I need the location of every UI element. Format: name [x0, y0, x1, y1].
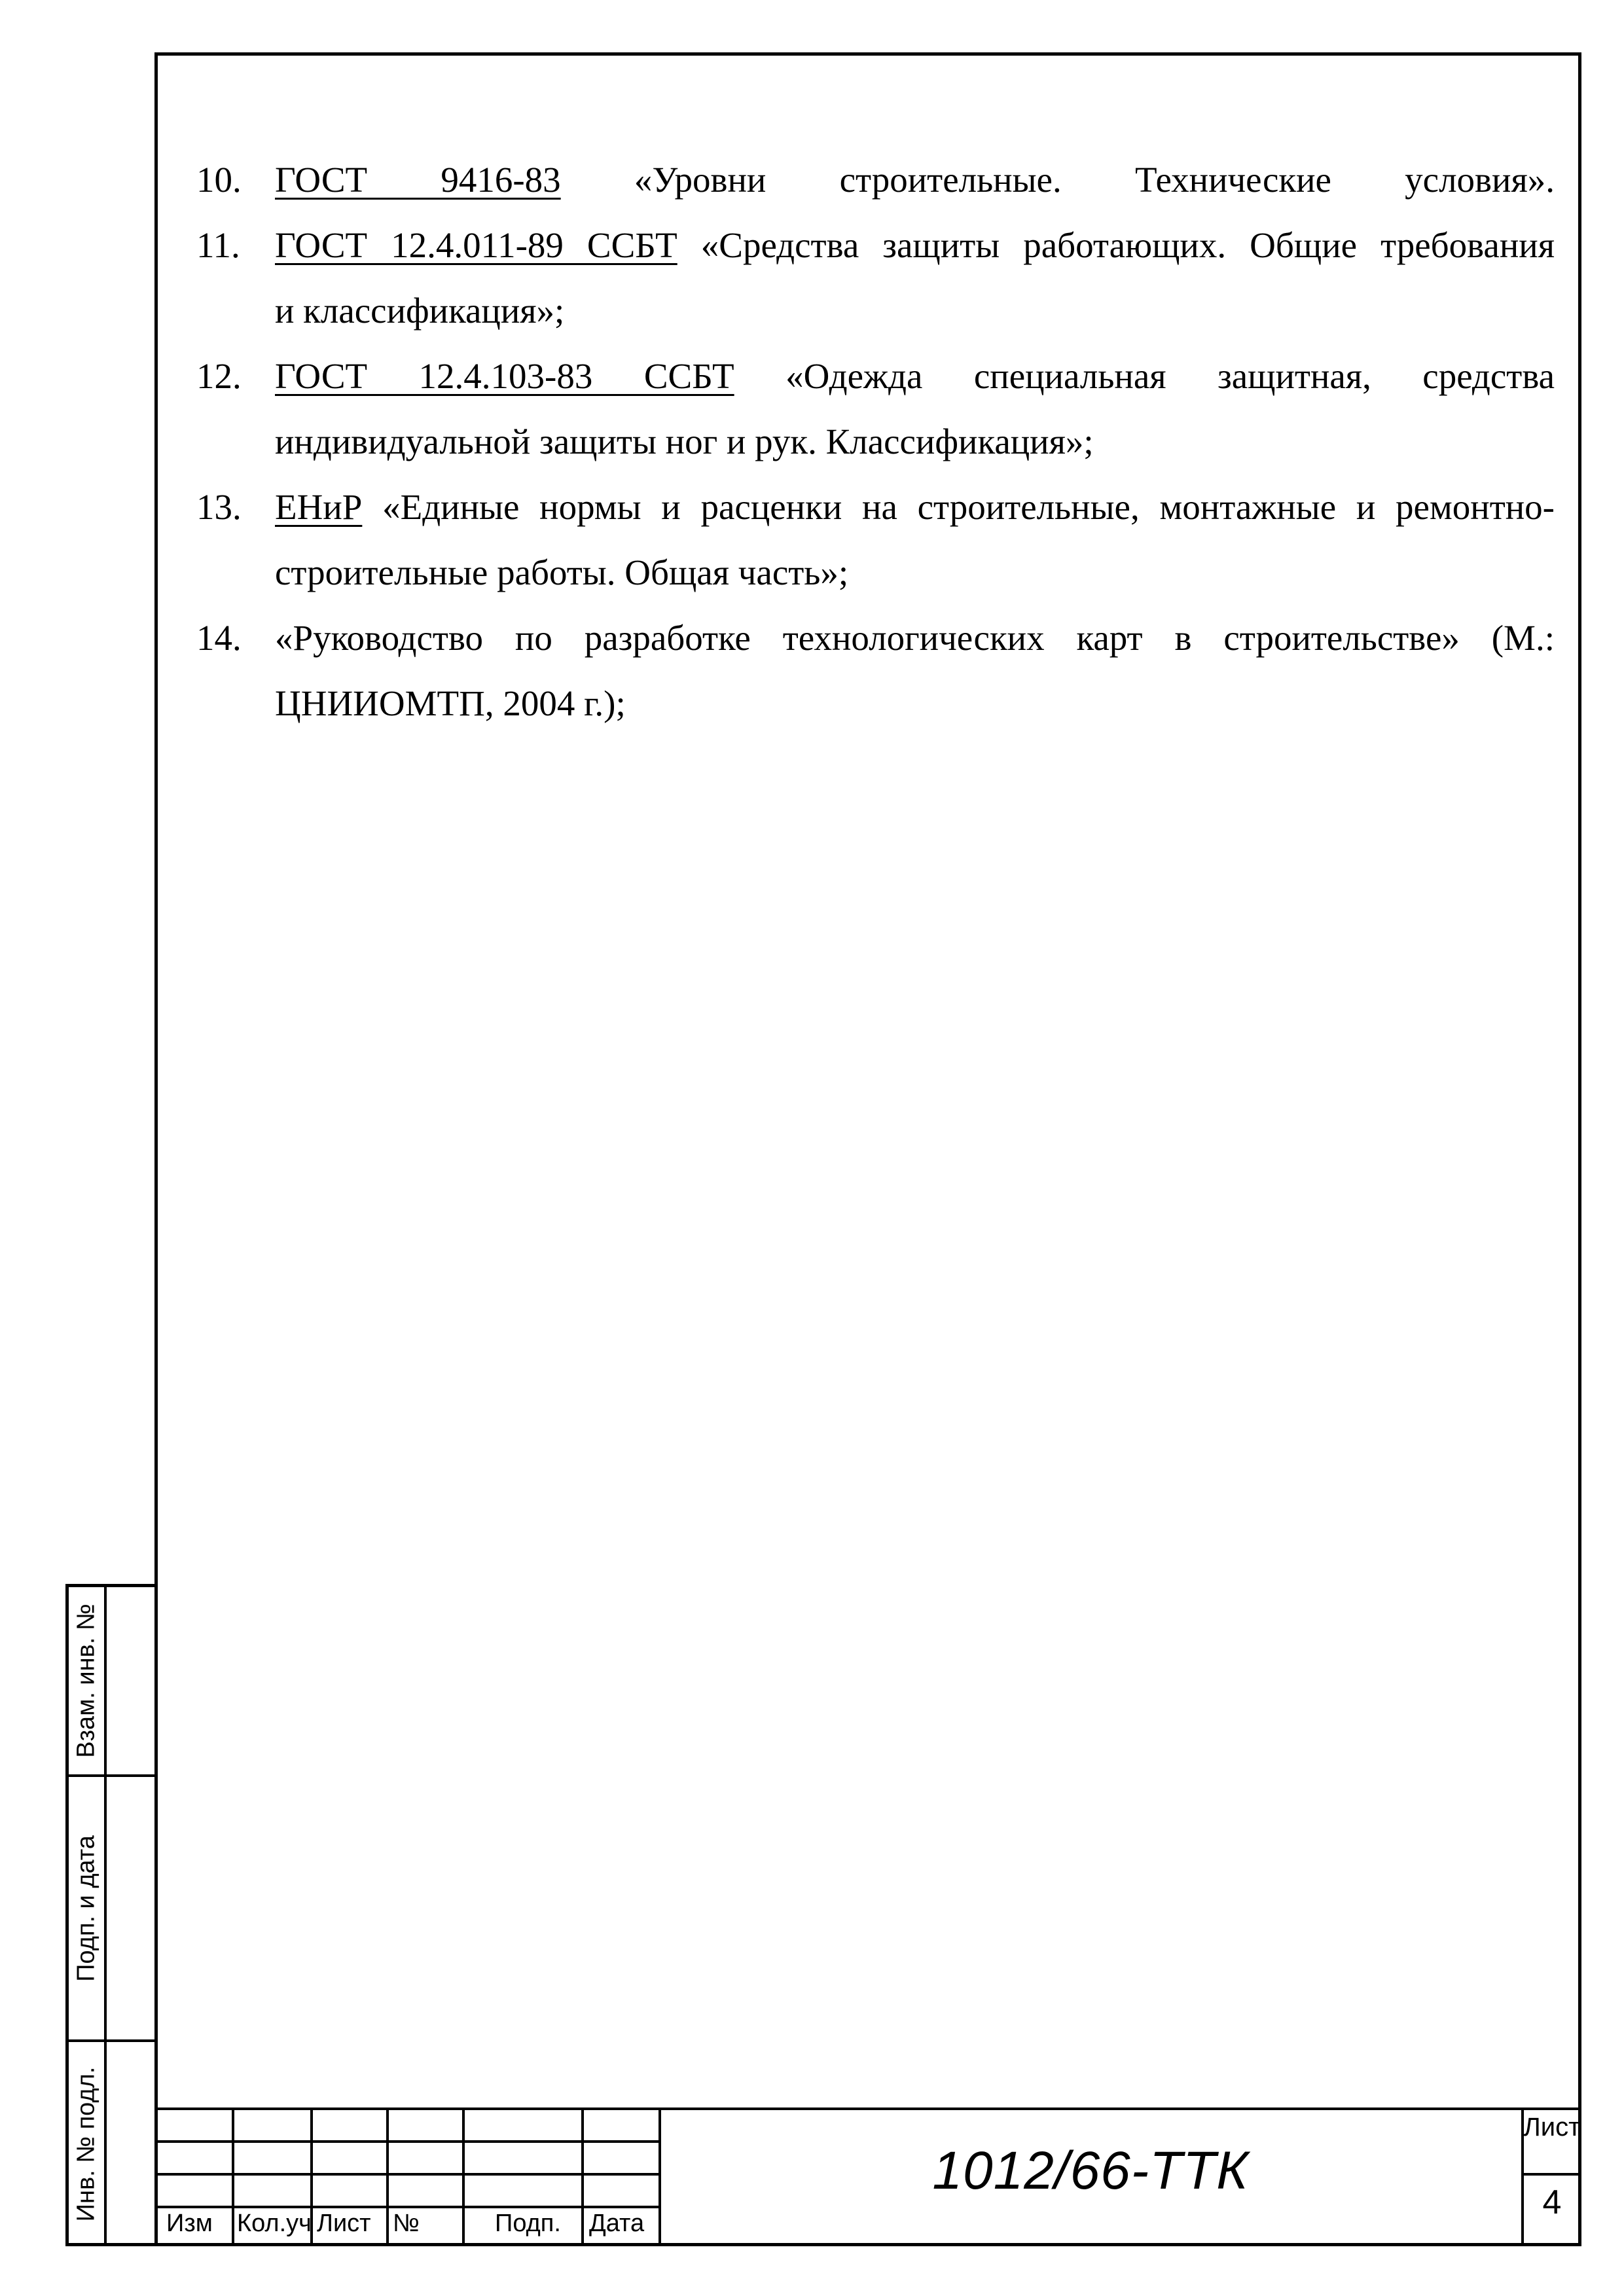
title-block-col-kolvo: Кол.уч [237, 2210, 312, 2237]
side-label-podp: Подп. и дата [72, 1835, 100, 1982]
item-number: 11. [196, 225, 240, 265]
item-text: «Средства защиты работающих. Общие требования [677, 225, 1555, 265]
list-item [196, 605, 1555, 736]
title-block-col-number: № [393, 2210, 420, 2237]
side-label-vzam: Взам. инв. № [72, 1604, 100, 1758]
title-block-col-podp: Подп. [495, 2210, 561, 2237]
item-continuation: ЦНИИОМТП, 2004 г.); [275, 683, 626, 723]
list-item [196, 344, 1555, 475]
title-block-col-list: Лист [317, 2210, 371, 2237]
item-text: «Уровни строительные. Технические условия». [560, 160, 1555, 200]
side-cell-inv [69, 2042, 154, 2246]
document-code: 1012/66-ТТК [932, 2141, 1249, 2200]
standard-link[interactable]: ГОСТ 12.4.103-83 ССБТ [275, 356, 734, 396]
title-block-col-data: Дата [589, 2210, 645, 2237]
item-continuation: индивидуальной защиты ног и рук. Классификация»; [275, 422, 1094, 461]
list-item [196, 475, 1555, 605]
title-block-sheet-line [1523, 2173, 1581, 2176]
item-continuation: и классификация»; [275, 291, 565, 331]
title-block-col-line [386, 2108, 389, 2246]
side-stamp [65, 1584, 154, 2246]
item-number: 10. [196, 160, 242, 200]
side-label-inv: Инв. № подл. [72, 2066, 100, 2222]
reference-list [196, 147, 1555, 736]
sheet-number: 4 [1542, 2183, 1562, 2221]
title-block [154, 2108, 1581, 2246]
title-block-col-line [232, 2108, 234, 2246]
side-cell-podp [69, 1777, 154, 2042]
title-block-col-line [462, 2108, 465, 2246]
item-number: 14. [196, 618, 242, 658]
standard-link[interactable]: ЕНиР [275, 487, 363, 527]
sheet-label: Лист [1523, 2113, 1581, 2142]
title-block-col-izm: Изм [166, 2210, 213, 2237]
standard-link[interactable]: ГОСТ 9416-83 [275, 160, 561, 200]
item-text: «Одежда специальная защитная, средства [734, 356, 1555, 396]
title-block-top-line [154, 2108, 1581, 2110]
list-item [196, 213, 1555, 344]
item-number: 13. [196, 487, 242, 527]
item-text: «Руководство по разработке технологических карт в строительстве» (М.: [275, 618, 1555, 658]
item-text: «Единые нормы и расценки на строительные, монтажные и ремонтно- [362, 487, 1555, 527]
list-item [196, 147, 1555, 213]
standard-link[interactable]: ГОСТ 12.4.011-89 ССБТ [275, 225, 677, 265]
item-number: 12. [196, 356, 242, 396]
title-block-col-line [581, 2108, 584, 2246]
side-cell-vzam [69, 1587, 154, 1777]
item-continuation: строительные работы. Общая часть»; [275, 552, 849, 592]
